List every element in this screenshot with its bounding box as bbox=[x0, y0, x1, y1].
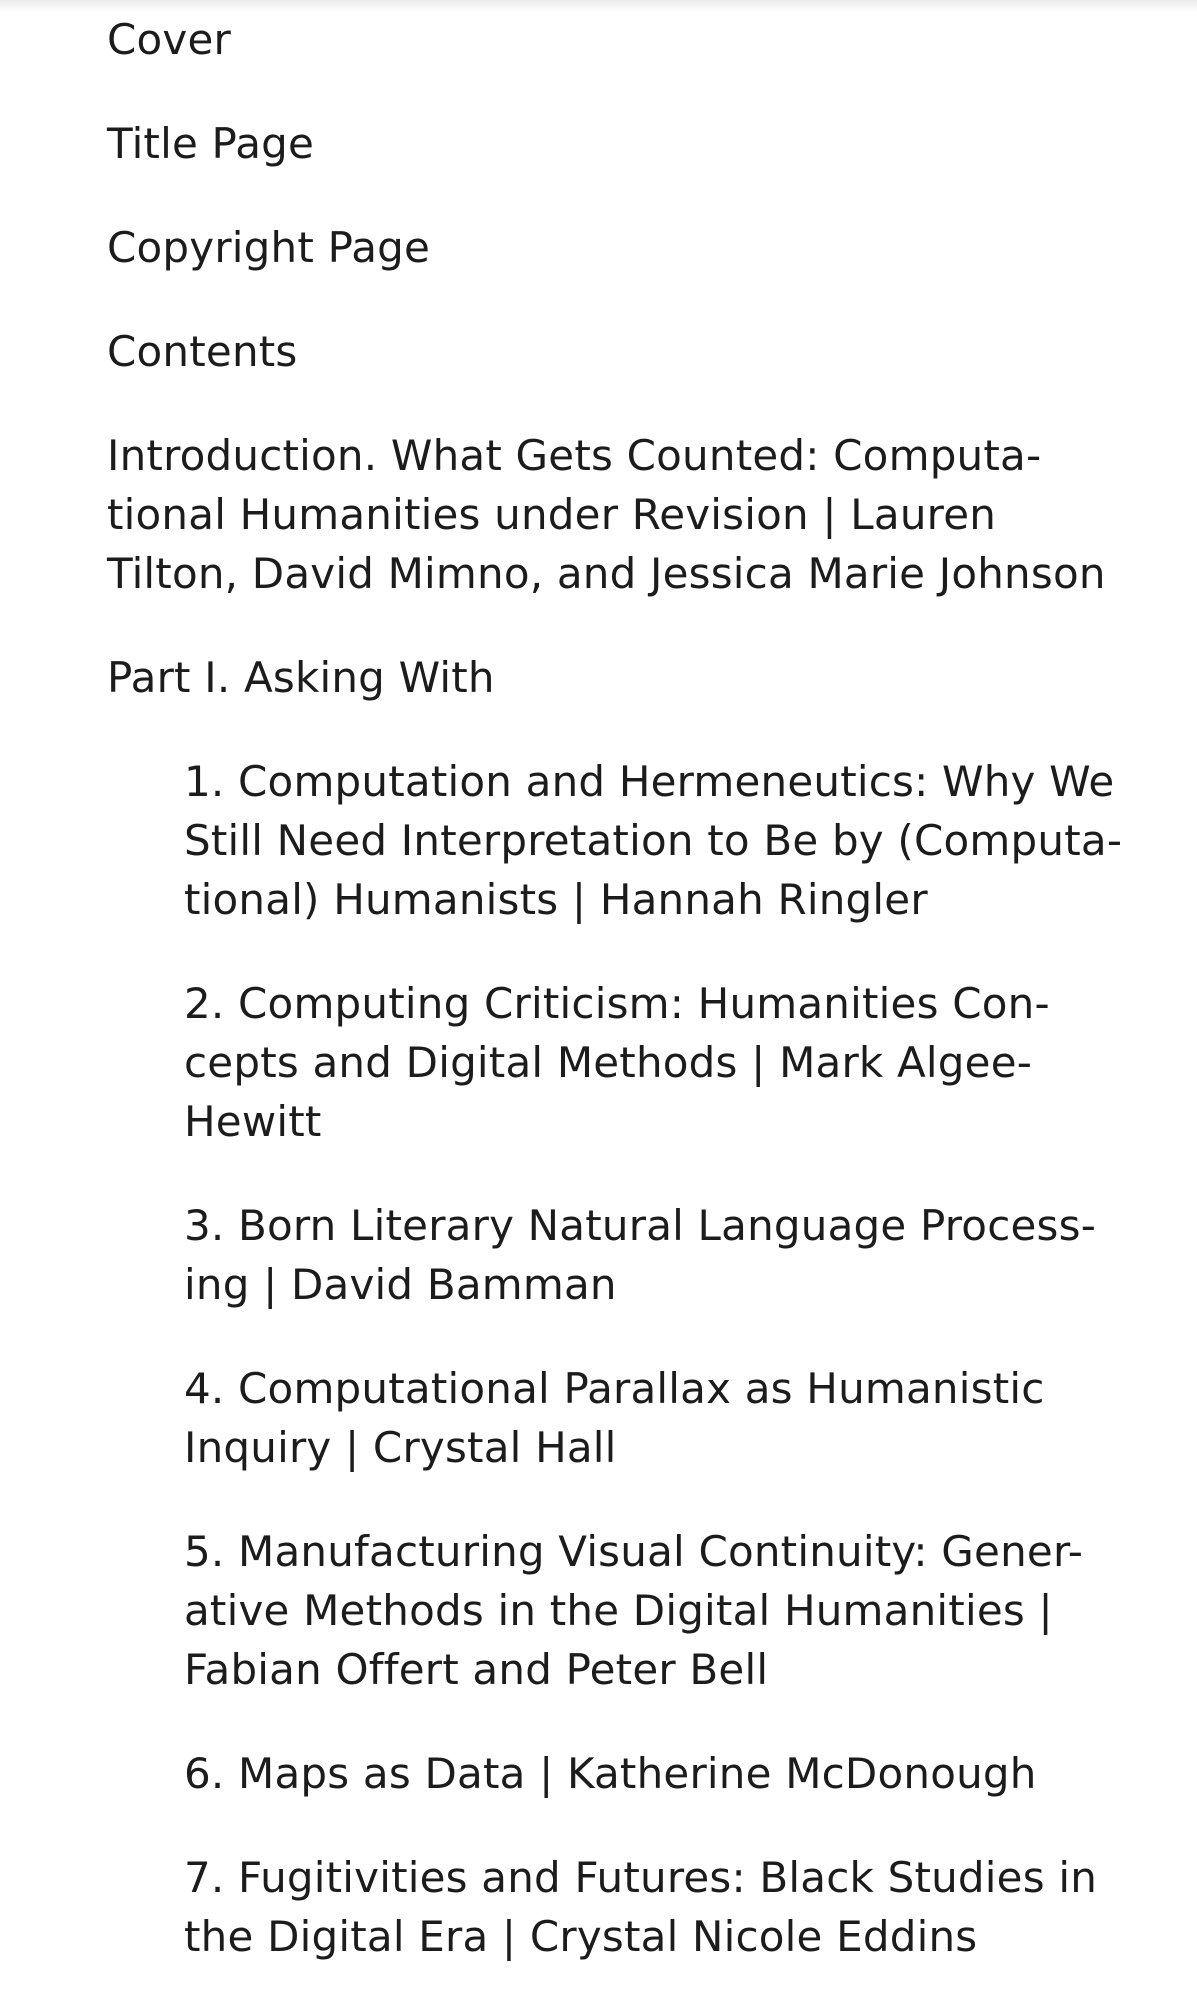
toc-link-introduction[interactable] bbox=[107, 426, 1142, 603]
toc-entry-text: Title Page bbox=[107, 119, 315, 168]
toc-entry-text: 1. Computation and Hermeneutics: Why We bbox=[184, 757, 1115, 806]
toc-link-chapter-2[interactable] bbox=[184, 974, 1142, 1151]
toc-entry-text: Contents bbox=[107, 327, 298, 376]
toc-entry-text: 6. Maps as Data | Katherine McDonough bbox=[184, 1749, 1037, 1798]
table-of-contents bbox=[107, 10, 1142, 2011]
toc-link-cover[interactable] bbox=[107, 10, 1142, 69]
toc-link-chapter-5[interactable] bbox=[184, 1522, 1142, 1699]
toc-link-copyright-page[interactable] bbox=[107, 218, 1142, 277]
toc-entry-text: Tilton, David Mimno, and Jessica Marie Johnson bbox=[107, 549, 1106, 598]
toc-entry-text: 5. Manufacturing Visual Continuity: Gener- bbox=[184, 1527, 1084, 1576]
toc-entry-text: Part I. Asking With bbox=[107, 653, 495, 702]
toc-entry-text: tional Humanities under Revision | Lauren bbox=[107, 490, 997, 539]
toc-link-title-page[interactable] bbox=[107, 114, 1142, 173]
toc-link-chapter-6[interactable] bbox=[184, 1744, 1142, 1803]
toc-entry-text: Fabian Offert and Peter Bell bbox=[184, 1645, 769, 1694]
toc-entry-text: Inquiry | Crystal Hall bbox=[184, 1423, 617, 1472]
toc-entry-text: cepts and Digital Methods | Mark Algee- bbox=[184, 1038, 1033, 1087]
toc-entry-text: Copyright Page bbox=[107, 223, 431, 272]
toc-entry-text: Introduction. What Gets Counted: Computa- bbox=[107, 431, 1042, 480]
toc-entry-text: tional) Humanists | Hannah Ringler bbox=[184, 875, 928, 924]
toc-link-chapter-4[interactable] bbox=[184, 1359, 1142, 1477]
toc-link-contents[interactable] bbox=[107, 322, 1142, 381]
toc-link-part-one[interactable] bbox=[107, 648, 1142, 707]
toc-entry-text: 4. Computational Parallax as Humanistic bbox=[184, 1364, 1045, 1413]
toc-link-chapter-1[interactable] bbox=[184, 752, 1142, 929]
toc-link-chapter-7[interactable] bbox=[184, 1848, 1142, 1966]
toc-entry-text: Cover bbox=[107, 15, 231, 64]
toc-entry-text: Hewitt bbox=[184, 1097, 322, 1146]
toc-entry-text: Still Need Interpretation to Be by (Computa- bbox=[184, 816, 1123, 865]
toc-link-chapter-3[interactable] bbox=[184, 1196, 1142, 1314]
toc-entry-text: ative Methods in the Digital Humanities | bbox=[184, 1586, 1053, 1635]
toc-entry-text: 7. Fugitivities and Futures: Black Studies in bbox=[184, 1853, 1098, 1902]
toc-entry-text: 2. Computing Criticism: Humanities Con- bbox=[184, 979, 1050, 1028]
toc-entry-text: 3. Born Literary Natural Language Process- bbox=[184, 1201, 1097, 1250]
toc-entry-text: ing | David Bamman bbox=[184, 1260, 617, 1309]
toc-entry-text: the Digital Era | Crystal Nicole Eddins bbox=[184, 1912, 978, 1961]
